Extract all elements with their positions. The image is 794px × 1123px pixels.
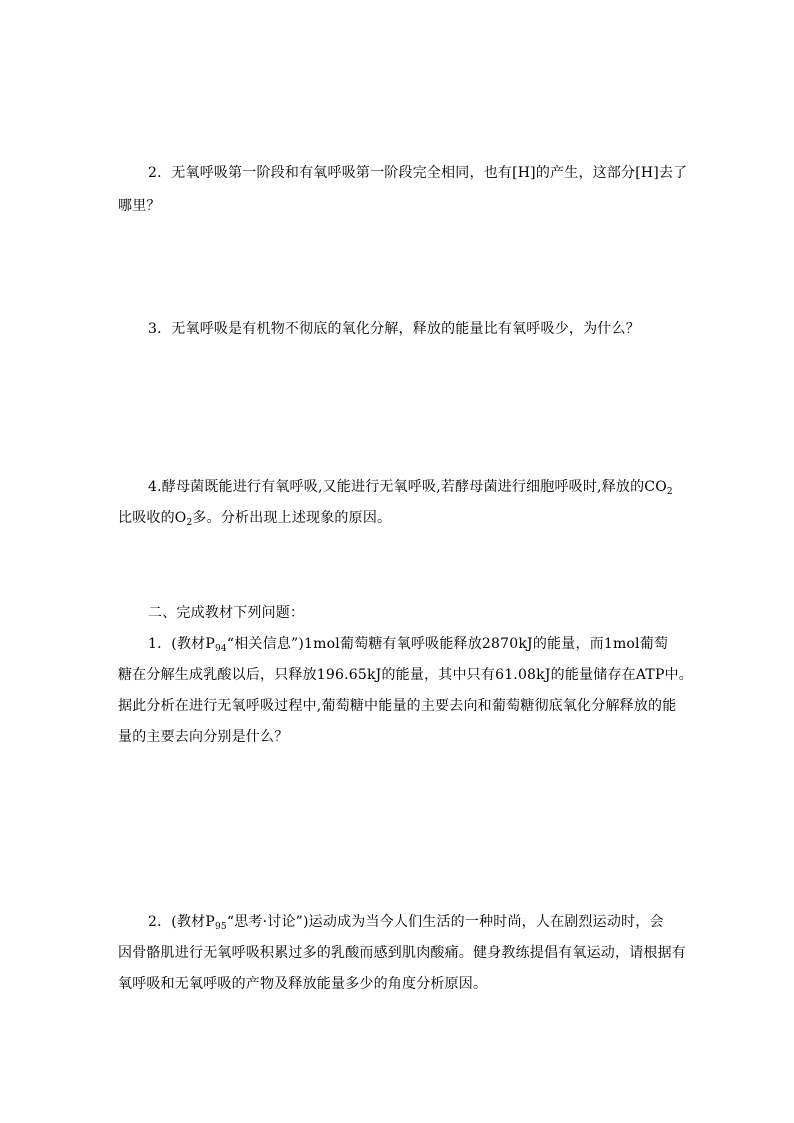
section-2-item-2-line-1 — [148, 912, 664, 932]
item-1-line-1-a: 1．(教材P — [148, 636, 215, 652]
section-2-item-2-line-3: 氧呼吸和无氧呼吸的产物及释放能量多少的角度分析原因。 — [118, 976, 488, 992]
page-subscript: 94 — [215, 644, 227, 654]
subscript-2: 2 — [666, 487, 673, 497]
question-4-line-2 — [118, 508, 391, 528]
question-4-line-1 — [148, 477, 673, 497]
item-1-line-1-b: “相关信息”)1mol葡萄糖有氧呼吸能释放2870kJ的能量，而1mol葡萄 — [226, 636, 669, 652]
section-2-item-1-line-3: 据此分析在进行无氧呼吸过程中,葡萄糖中能量的主要去向和葡萄糖彻底氧化分解释放的能 — [118, 698, 677, 714]
section-2-item-2-line-2: 因骨骼肌进行无氧呼吸积累过多的乳酸而感到肌肉酸痛。健身教练提倡有氧运动，请根据有 — [118, 945, 686, 961]
question-2-line-1: 2．无氧呼吸第一阶段和有氧呼吸第一阶段完全相同，也有[H]的产生，这部分[H]去了 — [148, 165, 688, 181]
question-4-line-2-text: 比吸收的O — [118, 510, 187, 526]
subscript-2: 2 — [186, 518, 193, 528]
section-2-item-1-line-2: 糖在分解生成乳酸以后，只释放196.65kJ的能量，其中只有61.08kJ的能量储存在ATP中。 — [118, 667, 693, 683]
section-2-item-1-line-1 — [148, 634, 668, 654]
section-2-item-1-line-4: 量的主要去向分别是什么？ — [118, 729, 289, 745]
question-4-line-2-rest: 多。分析出现上述现象的原因。 — [192, 510, 392, 526]
question-3-line-1: 3．无氧呼吸是有机物不彻底的氧化分解，释放的能量比有氧呼吸少，为什么？ — [148, 321, 640, 337]
page-subscript: 95 — [215, 922, 227, 932]
question-2-line-2: 哪里？ — [118, 198, 161, 214]
section-2-heading: 二、完成教材下列问题： — [148, 605, 305, 621]
question-4-line-1-text: 4.酵母菌既能进行有氧呼吸,又能进行无氧呼吸,若酵母菌进行细胞呼吸时,释放的CO — [148, 479, 667, 495]
item-2-line-1-a: 2．(教材P — [148, 914, 215, 930]
item-2-line-1-b: “思考·讨论”)运动成为当今人们生活的一种时尚，人在剧烈运动时，会 — [226, 914, 664, 930]
